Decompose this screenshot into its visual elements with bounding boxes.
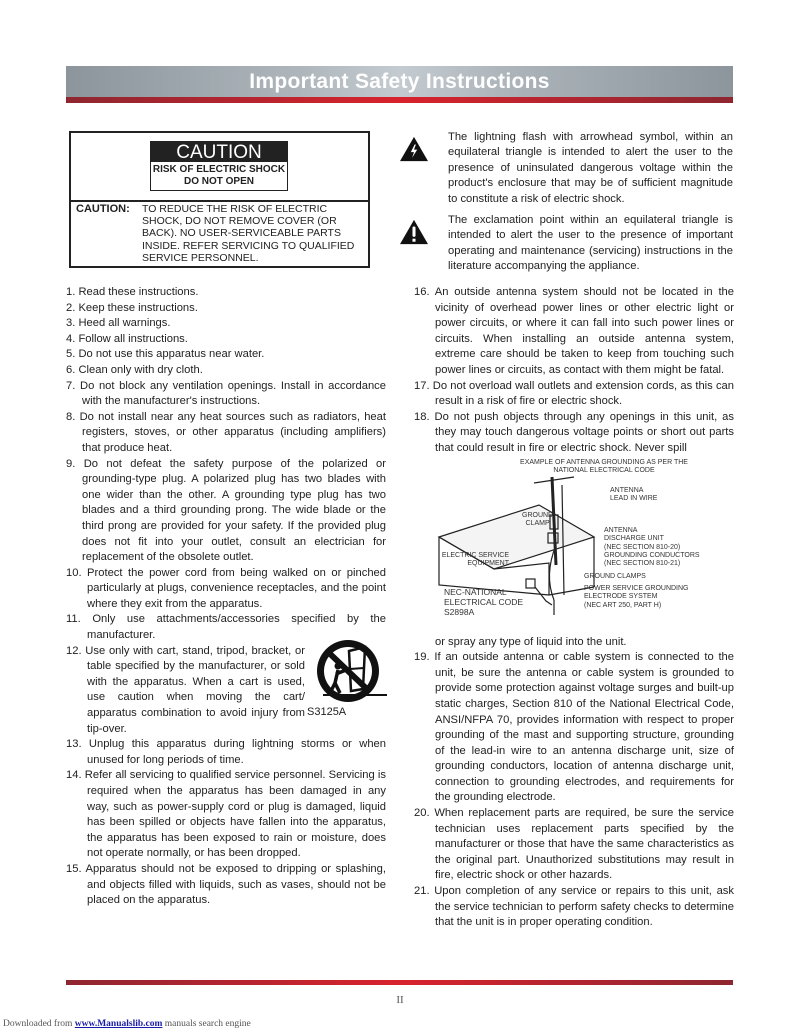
label-line: ELECTRODE SYSTEM [584, 593, 658, 601]
instruction-item: 1. Read these instructions. [66, 286, 199, 298]
instruction-item: 21. Upon completion of any service or repairs to this unit, ask the service technician to perform safety checks to determine that the unit is in proper operating condition. [414, 885, 734, 929]
footer-red-bar [66, 980, 733, 985]
manualslib-link[interactable]: www.Manualslib.com [74, 1019, 163, 1029]
label-power-service-electrode [584, 585, 689, 611]
label-line: ELECTRIC SERVICE [441, 551, 509, 559]
label-line: POWER SERVICE GROUNDING [584, 584, 689, 592]
instruction-item: 10. Protect the power cord from being walked on or pinched particularly at plugs, convenience receptacles, and the point where they exit from the apparatus. [66, 566, 386, 610]
instruction-item: 11. Only use attachments/accessories specified by the manufacturer. [66, 613, 386, 642]
label-discharge-unit [604, 527, 680, 553]
instruction-item: 14. Refer all servicing to qualified service personnel. Servicing is required when the apparatus has been damaged in any way, such as power-supply cord or plug is damaged, liquid has been spilled or objects have fallen into the apparatus, the apparatus has been exposed to rain or moisture, does not operate normally, or has been dropped. [66, 769, 386, 860]
instruction-item: 3. Heed all warnings. [66, 317, 171, 330]
lightning-triangle-icon [400, 136, 428, 162]
instructions-left-column [66, 285, 386, 909]
label-line: GROUND [522, 511, 554, 519]
diagram-title-line: EXAMPLE OF ANTENNA GROUNDING AS PER THE [520, 458, 688, 466]
exclamation-triangle-icon [400, 219, 428, 245]
label-line: ELECTRICAL CODE [444, 596, 524, 607]
caution-text-line: INSIDE. REFER SERVICING TO QUALIFIED [142, 239, 355, 252]
instructions-right-column [414, 285, 734, 931]
label-line: LEAD IN WIRE [610, 495, 658, 503]
cart-warning-figure [307, 637, 389, 718]
caution-subtitle-1: RISK OF ELECTRIC SHOCK [152, 164, 286, 175]
header-red-bar [66, 97, 733, 103]
label-line: (NEC SECTION 810-21) [604, 560, 681, 568]
label-line: S2898A [444, 606, 475, 617]
instruction-item: 13. Unplug this apparatus during lightning storms or when unused for long periods of time. [66, 738, 386, 766]
label-ground-clamp [522, 512, 553, 529]
label-line: CLAMP [525, 520, 550, 528]
caution-title-box [150, 141, 288, 191]
label-ground-clamps: GROUND CLAMPS [584, 572, 646, 580]
label-antenna-lead [610, 487, 657, 504]
diagram-title [504, 459, 704, 476]
instruction-item: 8. Do not install near any heat sources such as radiators, heat registers, stoves, or other apparatus (including amplifiers) that produce heat. [66, 410, 386, 454]
download-suffix: manuals search engine [164, 1019, 251, 1029]
instruction-item: 2. Keep these instructions. [66, 301, 198, 314]
caution-title: CAUTION [151, 142, 287, 162]
label-grounding-conductors [604, 552, 700, 569]
antenna-grounding-diagram [434, 457, 734, 635]
label-line: DISCHARGE UNIT [604, 535, 664, 543]
instruction-item: 5. Do not use this apparatus near water. [66, 348, 265, 361]
label-line: (NEC ART 250, PART H) [584, 601, 662, 609]
label-line: (NEC SECTION 810-20) [604, 543, 681, 551]
page-number: II [396, 994, 404, 1006]
instruction-item: 16. An outside antenna system should not be located in the vicinity of overhead power lines or other electric light or power circuits, or where it can fall into such power lines or circuits. When installing an outside antenna system, extreme care should be taken to keep from touching such power lines or circuits, as contact with them might be fatal. [414, 286, 734, 376]
label-line: GROUNDING CONDUCTORS [604, 551, 700, 559]
instruction-item: 12. Use only with cart, stand, tripod, bracket, or table specified by the manufacturer, or sold with the apparatus. When a cart is used, use caution when moving the cart/ apparatus combination to avoid injury from tip-over. [66, 644, 305, 735]
label-nec [444, 587, 523, 617]
cart-label: S3125A [307, 706, 347, 718]
label-line: ANTENNA [604, 526, 638, 534]
instruction-item: 17. Do not overload wall outlets and extension cords, as this can result in a risk of fire or electric shock. [414, 379, 734, 408]
label-line: EQUIPMENT [467, 560, 509, 568]
caution-text-line: SERVICE PERSONNEL. [142, 251, 259, 264]
instruction-item: 4. Follow all instructions. [66, 332, 188, 345]
instruction-item: 18. Do not push objects through any openings in this unit, as they may touch dangerous voltage points or short out parts that could result in fire or electric shock. Never spill [414, 410, 734, 454]
item18-continued: or spray any type of liquid into the unit. [435, 635, 627, 648]
diagram-title-line: NATIONAL ELECTRICAL CODE [553, 467, 655, 475]
caution-subtitle-2: DO NOT OPEN [183, 176, 254, 187]
caution-box-top [71, 133, 368, 202]
exclamation-explanation-text: The exclamation point within an equilateral triangle is intended to alert the user to the presence of important operating and maintenance (servicing) instructions in the literature accompanying the appliance. [448, 214, 733, 273]
caution-text-line: SHOCK, DO NOT REMOVE COVER (OR [142, 215, 337, 228]
page-title: Important Safety Instructions [249, 70, 550, 93]
lightning-explanation-text: The lightning flash with arrowhead symbol, within an equilateral triangle is intended to alert the user to the presence of uninsulated dangerous voltage within the product's enclosure that may be of sufficient magnitude to constitute a risk of electric shock. [448, 131, 733, 205]
instruction-item: 7. Do not block any ventilation openings. Install in accordance with the manufacturer's instructions. [66, 379, 386, 408]
download-notice [3, 1019, 251, 1029]
header-banner [66, 66, 733, 103]
caution-label: CAUTION: [76, 203, 130, 215]
label-line: ANTENNA [610, 486, 644, 494]
instruction-item: 15. Apparatus should not be exposed to dripping or splashing, and objects filled with liquids, such as vases, should not be placed on the apparatus. [66, 862, 386, 907]
instruction-item: 9. Do not defeat the safety purpose of the polarized or grounding-type plug. A polarized plug has two blades with one wider than the other. A grounding type plug has two blades and a third grounding prong. The wide blade or the third prong are provided for your safety. If the provided plug does not fit into your outlet, consult an electrician for replacement of the obsolete outlet. [66, 457, 386, 564]
label-line: NEC-NATIONAL [444, 586, 507, 597]
caution-text-line: BACK). NO USER-SERVICEABLE PARTS [142, 227, 341, 240]
download-prefix: Downloaded from [3, 1019, 73, 1029]
instruction-item: 20. When replacement parts are required, be sure the service technician uses replacement parts specified by the manufacturer or those that have the same characteristics as the original part. Unauthorized substitutions may result in fire, electric shock or other hazards. [414, 807, 734, 882]
caution-text [142, 203, 365, 264]
caution-box [69, 131, 370, 268]
instruction-item: 19. If an outside antenna or cable system is connected to the unit, be sure the antenna or cable system is grounded to provide some protection against voltage surges and built-up static charges, Section 810 of the National Electrical Code, ANSI/NFPA 70, provides information with respect to proper grounding of the mast and supporting structure, grounding of the lead-in wire to an antenna discharge unit, size of grounding conductors, location of antenna discharge unit, connection to grounding electrodes, and requirements for the grounding electrode. [414, 651, 734, 804]
caution-text-line: TO REDUCE THE RISK OF ELECTRIC [142, 203, 328, 215]
cart-tipover-icon [313, 637, 389, 707]
instruction-item: 6. Clean only with dry cloth. [66, 363, 203, 376]
label-electric-service [439, 552, 509, 569]
